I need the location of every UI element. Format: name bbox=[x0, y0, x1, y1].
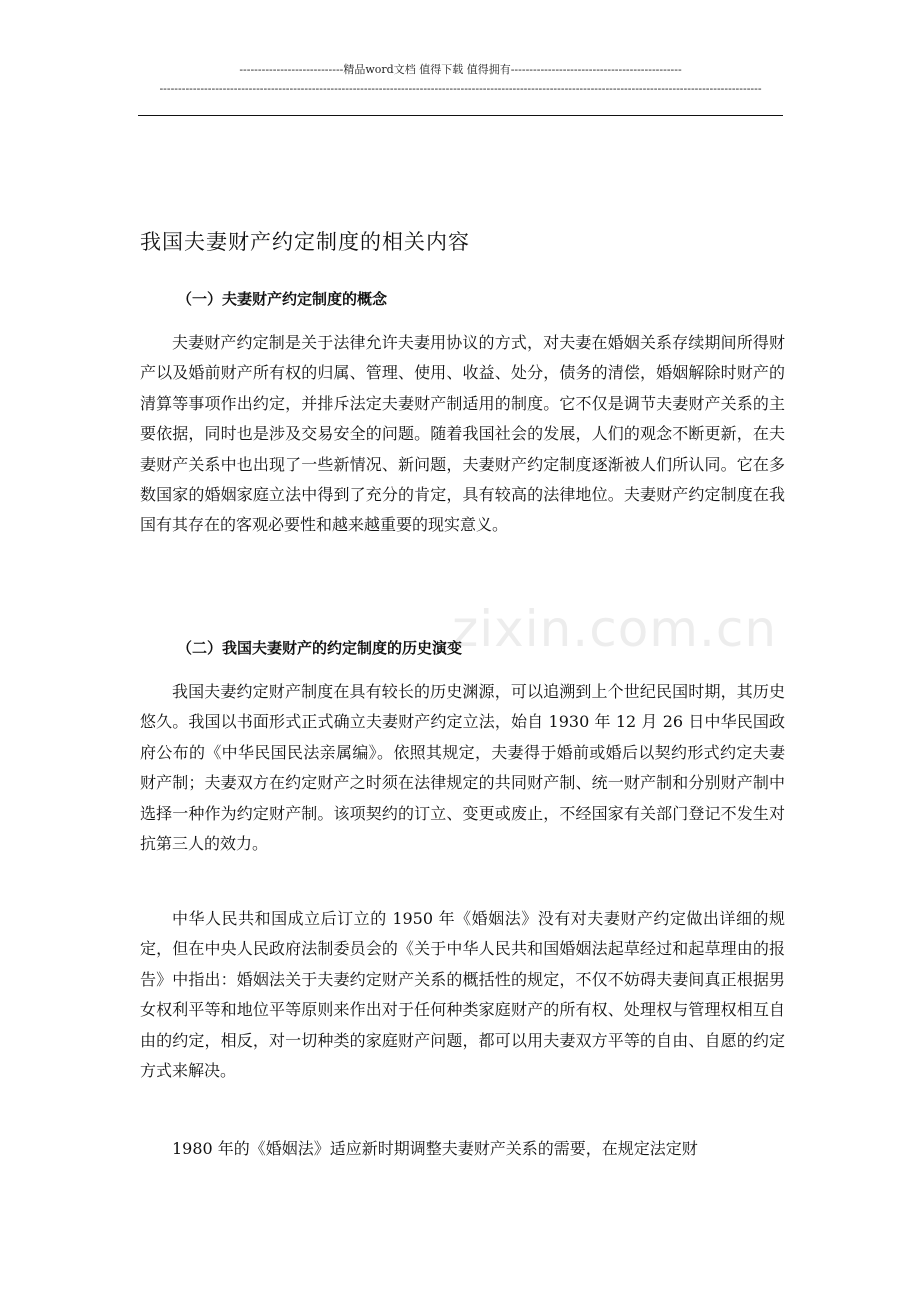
section-heading-2: （二）我国夫妻财产的约定制度的历史演变 bbox=[177, 639, 463, 657]
paragraph-3: 中华人民共和国成立后订立的 1950 年《婚姻法》没有对夫妻财产约定做出详细的规定，但在中央人民政府法制委员会的《关于中华人民共和国婚姻法起草经过和起草理由的报告》中指出：婚姻法关于夫妻约定财产关系的概括性的规定，不仅不妨碍夫妻间真正根据男女权利平等和地位平等原则来作出对于任何种类家庭财产的所有权、处理权与管理权相互自由的约定，相反，对一切种类的家庭财产问题，都可以用夫妻双方平等的自由、自愿的约定方式来解决。 bbox=[140, 909, 785, 1081]
paragraph-1: 夫妻财产约定制是关于法律允许夫妻用协议的方式，对夫妻在婚姻关系存续期间所得财产以及婚前财产所有权的归属、管理、使用、收益、处分，债务的清偿，婚姻解除时财产的清算等事项作出约定，并排斥法定夫妻财产制适用的制度。它不仅是调节夫妻财产关系的主要依据，同时也是涉及交易安全的问题。随着我国社会的发展，人们的观念不断更新，在夫妻财产关系中也出现了一些新情况、新问题，夫妻财产约定制度逐渐被人们所认同。它在多数国家的婚姻家庭立法中得到了充分的肯定，具有较高的法律地位。夫妻财产约定制度在我国有其存在的客观必要性和越来越重要的现实意义。 bbox=[140, 333, 785, 535]
paragraph-4: 1980 年的《婚姻法》适应新时期调整夫妻财产关系的需要，在规定法定财 bbox=[172, 1139, 698, 1158]
section-heading-1: （一）夫妻财产约定制度的概念 bbox=[177, 290, 388, 308]
header-rule bbox=[138, 115, 783, 116]
header-dash-line: ------------------------------------------------------------------------------------------------------------------------------------------------------------------ bbox=[159, 82, 762, 95]
page-header bbox=[138, 60, 783, 98]
paragraph-2: 我国夫妻约定财产制度在具有较长的历史渊源，可以追溯到上个世纪民国时期，其历史悠久。我国以书面形式正式确立夫妻财产约定立法，始自 1930 年 12 月 26 日中华民国政府公布的《中华民国民法亲属编》。依照其规定，夫妻得于婚前或婚后以契约形式约定夫妻财产制；夫妻双方在约定财产之时须在法律规定的共同财产制、统一财产制和分别财产制中选择一种作为约定财产制。该项契约的订立、变更或废止，不经国家有关部门登记不发生对抗第三人的效力。 bbox=[140, 682, 785, 854]
watermark: zixin.com.cn bbox=[452, 600, 778, 658]
document-title: 我国夫妻财产约定制度的相关内容 bbox=[140, 230, 470, 254]
header-banner: ----------------------------精品word文档 值得下载 值得拥有---------------------------------------------- bbox=[239, 63, 682, 76]
